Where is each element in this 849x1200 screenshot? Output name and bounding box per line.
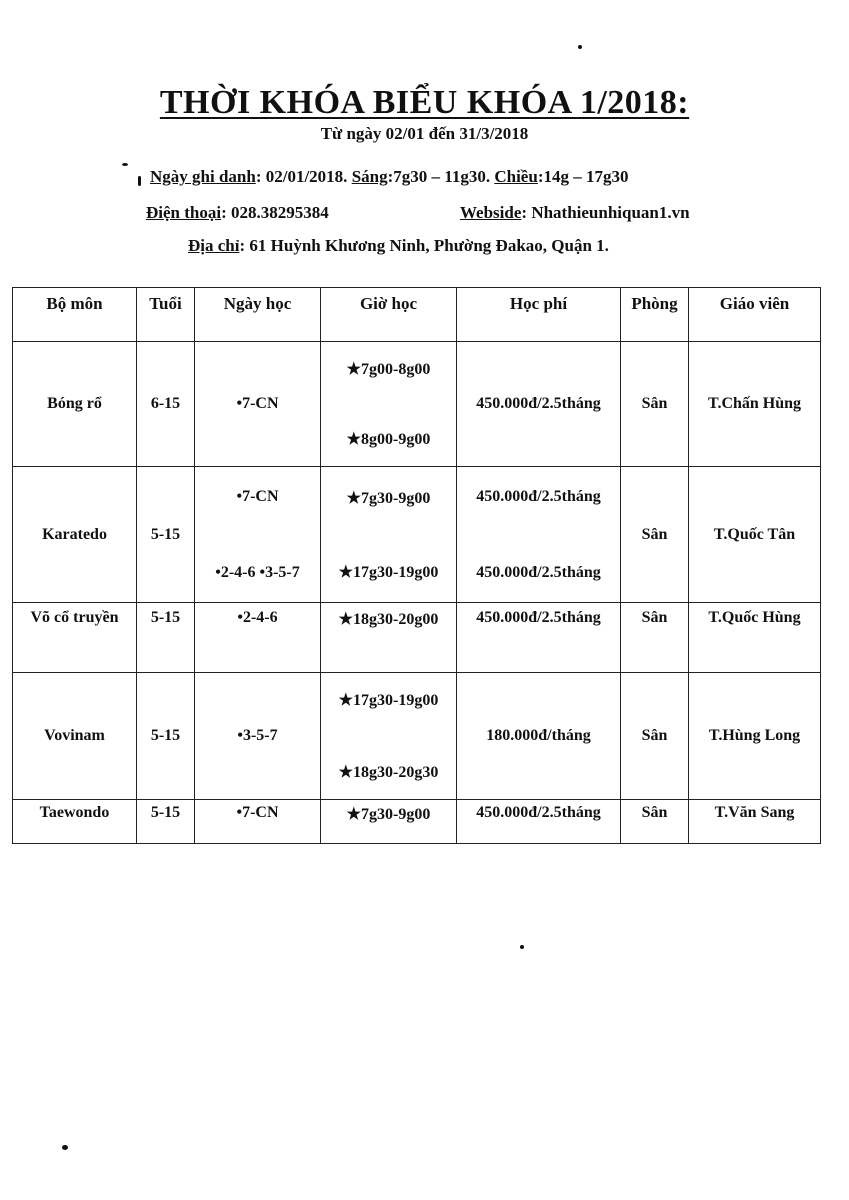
address-value: : 61 Huỳnh Khương Ninh, Phường Đakao, Quận 1.: [239, 236, 609, 255]
times-cell: [321, 673, 457, 800]
schedule-table: [12, 287, 821, 844]
column-header: Giờ học: [321, 288, 457, 342]
scan-speck: [122, 163, 128, 166]
age-cell: 5-15: [137, 800, 195, 844]
date-range: Từ ngày 02/01 đến 31/3/2018: [320, 124, 529, 143]
time-slot: ★7g30-9g00: [346, 489, 431, 507]
fee-cell: 450.000đ/2.5tháng: [457, 800, 621, 844]
times-cell: ★18g30-20g00: [321, 603, 457, 673]
address-label: Địa chỉ: [188, 236, 240, 255]
time-slot: ★7g00-8g00: [346, 361, 431, 378]
subject-cell: Bóng rổ: [13, 342, 137, 467]
subject-cell: Karatedo: [13, 467, 137, 603]
website-line: [460, 203, 690, 223]
room-cell: Sân: [621, 467, 689, 603]
teacher-cell: T.Hùng Long: [689, 673, 821, 800]
table-row: [13, 800, 821, 844]
fee-cell: 450.000đ/2.5tháng: [457, 603, 621, 673]
table-row: [13, 673, 821, 800]
page-title: THỜI KHÓA BIỂU KHÓA 1/2018:: [159, 84, 690, 121]
address-line: [188, 236, 609, 256]
column-header: Giáo viên: [689, 288, 821, 342]
days-cell: •2-4-6: [195, 603, 321, 673]
registration-line: [150, 167, 628, 187]
days-cell: •3-5-7: [195, 673, 321, 800]
phone-value: : 028.38295384: [221, 203, 329, 222]
time-slot: ★17g30-19g00: [338, 692, 439, 709]
fee-slot: 450.000đ/2.5tháng: [476, 487, 601, 505]
morning-value: :7g30 – 11g30.: [387, 167, 491, 186]
age-cell: 5-15: [137, 673, 195, 800]
table-row: [13, 467, 821, 603]
teacher-cell: T.Quốc Hùng: [689, 603, 821, 673]
scan-speck: [62, 1145, 68, 1150]
column-header: Phòng: [621, 288, 689, 342]
registration-label: Ngày ghi danh: [150, 167, 256, 186]
table-header-row: [13, 288, 821, 342]
room-cell: Sân: [621, 800, 689, 844]
fee-cell: 180.000đ/tháng: [457, 673, 621, 800]
room-cell: Sân: [621, 342, 689, 467]
table-row: [13, 603, 821, 673]
phone-label: Điện thoại: [146, 203, 222, 222]
table-row: [13, 342, 821, 467]
morning-label: Sáng: [351, 167, 388, 186]
afternoon-label: Chiều: [494, 167, 538, 186]
teacher-cell: T.Quốc Tân: [689, 467, 821, 603]
website-value: : Nhathieunhiquan1.vn: [521, 203, 690, 222]
days-cell: •7-CN: [195, 800, 321, 844]
days-cell: •7-CN: [195, 342, 321, 467]
column-header: Bộ môn: [13, 288, 137, 342]
days-cell: [195, 467, 321, 603]
registration-value: : 02/01/2018.: [255, 167, 348, 186]
time-slot: ★8g00-9g00: [346, 431, 431, 448]
times-cell: [321, 467, 457, 603]
scan-speck: [578, 45, 582, 49]
teacher-cell: T.Chấn Hùng: [689, 342, 821, 467]
day-slot: •7-CN: [236, 487, 279, 505]
subject-cell: Taewondo: [13, 800, 137, 844]
room-cell: Sân: [621, 603, 689, 673]
age-cell: 6-15: [137, 342, 195, 467]
times-cell: [321, 342, 457, 467]
column-header: Học phí: [457, 288, 621, 342]
teacher-cell: T.Văn Sang: [689, 800, 821, 844]
room-cell: Sân: [621, 673, 689, 800]
times-cell: ★7g30-9g00: [321, 800, 457, 844]
fee-slot: 450.000đ/2.5tháng: [476, 563, 601, 581]
day-slot: •2-4-6 •3-5-7: [215, 563, 300, 581]
afternoon-value: :14g – 17g30: [537, 167, 629, 186]
subject-cell: Vovinam: [13, 673, 137, 800]
time-slot: ★18g30-20g30: [338, 764, 439, 781]
age-cell: 5-15: [137, 467, 195, 603]
scan-speck: [520, 945, 524, 949]
scan-speck: [138, 176, 141, 186]
age-cell: 5-15: [137, 603, 195, 673]
fee-cell: 450.000đ/2.5tháng: [457, 342, 621, 467]
subject-cell: Võ cổ truyền: [13, 603, 137, 673]
website-label: Webside: [460, 203, 522, 222]
time-slot: ★17g30-19g00: [338, 563, 439, 581]
fee-cell: [457, 467, 621, 603]
phone-line: [146, 203, 329, 223]
column-header: Tuổi: [137, 288, 195, 342]
column-header: Ngày học: [195, 288, 321, 342]
